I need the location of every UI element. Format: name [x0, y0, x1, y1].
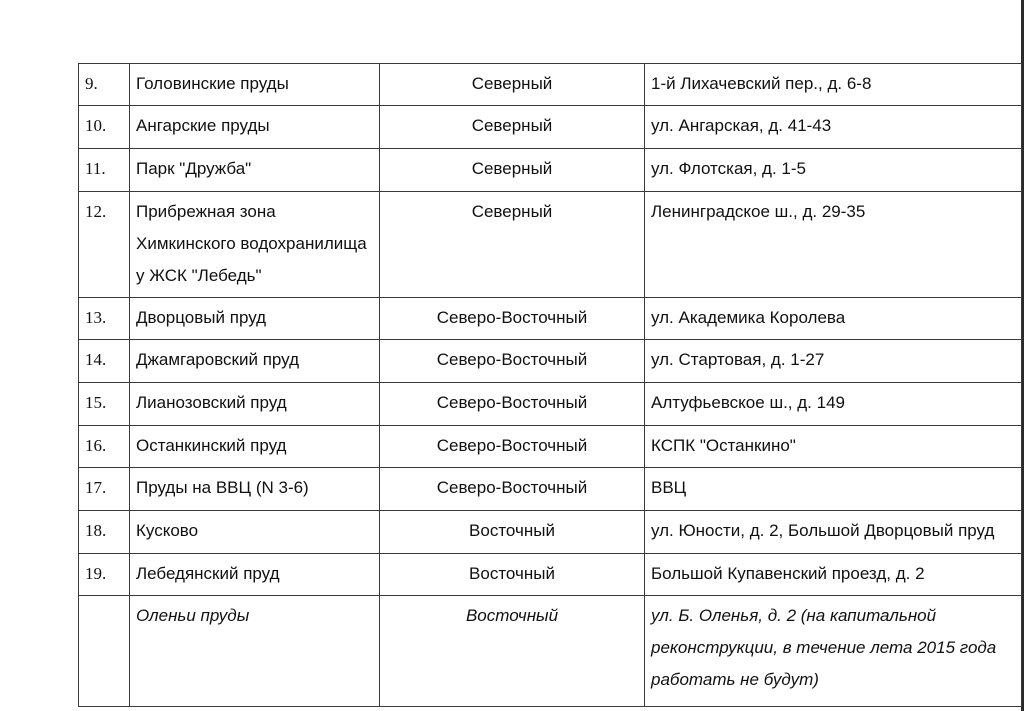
- pond-address: Ленинградское ш., д. 29-35: [645, 192, 1022, 298]
- table-row: [79, 192, 1022, 298]
- district-name: Восточный: [380, 554, 645, 596]
- table-row: [79, 468, 1022, 511]
- row-number: 18.: [79, 511, 130, 554]
- row-number: 10.: [79, 106, 130, 149]
- district-name: Северный: [380, 64, 645, 106]
- pond-address: ул. Стартовая, д. 1-27: [645, 340, 1022, 383]
- pond-address: ул. Ангарская, д. 41-43: [645, 106, 1022, 149]
- district-name: Северо-Восточный: [380, 426, 645, 468]
- pond-address: 1-й Лихачевский пер., д. 6-8: [645, 64, 1022, 106]
- pond-name: Прибрежная зона Химкинского водохранилища у ЖСК "Лебедь": [130, 192, 380, 298]
- table-row: [79, 64, 1022, 106]
- pond-address: КСПК "Останкино": [645, 426, 1022, 468]
- pond-address: ул. Академика Королева: [645, 298, 1022, 340]
- row-number: 17.: [79, 468, 130, 511]
- pond-name: Оленьи пруды: [130, 596, 380, 707]
- row-number: 9.: [79, 64, 130, 106]
- pond-address: ВВЦ: [645, 468, 1022, 511]
- pond-name: Джамгаровский пруд: [130, 340, 380, 383]
- row-number: 14.: [79, 340, 130, 383]
- pond-name: Пруды на ВВЦ (N 3-6): [130, 468, 380, 511]
- district-name: Восточный: [380, 596, 645, 707]
- pond-name: Парк "Дружба": [130, 149, 380, 192]
- pond-name: Лебедянский пруд: [130, 554, 380, 596]
- table-row: [79, 554, 1022, 596]
- ponds-table: [78, 63, 1022, 707]
- pond-name: Кусково: [130, 511, 380, 554]
- table-row: [79, 149, 1022, 192]
- row-number: [79, 596, 130, 707]
- table-row: [79, 511, 1022, 554]
- row-number: 19.: [79, 554, 130, 596]
- pond-address: ул. Б. Оленья, д. 2 (на капитальной реконструкции, в течение лета 2015 года работать не будут): [645, 596, 1022, 707]
- row-number: 16.: [79, 426, 130, 468]
- pond-name: Ангарские пруды: [130, 106, 380, 149]
- pond-name: Лианозовский пруд: [130, 383, 380, 426]
- table-row: [79, 340, 1022, 383]
- district-name: Северо-Восточный: [380, 340, 645, 383]
- district-name: Северо-Восточный: [380, 298, 645, 340]
- district-name: Северный: [380, 149, 645, 192]
- district-name: Северный: [380, 106, 645, 149]
- district-name: Восточный: [380, 511, 645, 554]
- table-row: [79, 426, 1022, 468]
- row-number: 12.: [79, 192, 130, 298]
- row-number: 13.: [79, 298, 130, 340]
- table-row: [79, 596, 1022, 707]
- pond-name: Останкинский пруд: [130, 426, 380, 468]
- pond-address: ул. Флотская, д. 1-5: [645, 149, 1022, 192]
- row-number: 15.: [79, 383, 130, 426]
- pond-address: Большой Купавенский проезд, д. 2: [645, 554, 1022, 596]
- pond-address: Алтуфьевское ш., д. 149: [645, 383, 1022, 426]
- table-row: [79, 298, 1022, 340]
- table-row: [79, 106, 1022, 149]
- row-number: 11.: [79, 149, 130, 192]
- district-name: Северо-Восточный: [380, 383, 645, 426]
- pond-name: Головинские пруды: [130, 64, 380, 106]
- table-row: [79, 383, 1022, 426]
- pond-address: ул. Юности, д. 2, Большой Дворцовый пруд: [645, 511, 1022, 554]
- pond-name: Дворцовый пруд: [130, 298, 380, 340]
- district-name: Северо-Восточный: [380, 468, 645, 511]
- district-name: Северный: [380, 192, 645, 298]
